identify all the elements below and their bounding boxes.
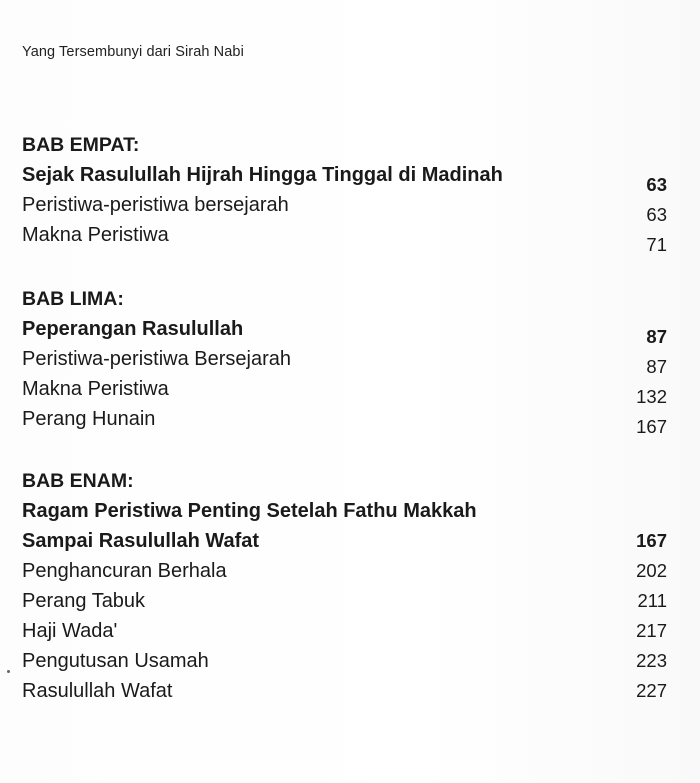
toc-entry[interactable] (22, 404, 667, 437)
page-number: 202 (636, 560, 667, 581)
chapter-label: BAB LIMA: (22, 288, 124, 310)
entry-title: Perang Tabuk (22, 590, 146, 612)
chapter-heading-row[interactable] (22, 526, 667, 556)
chapter-bab-empat (22, 130, 667, 255)
toc-entry[interactable] (22, 646, 667, 676)
running-header: Yang Tersembunyi dari Sirah Nabi (22, 44, 244, 60)
page-number: 71 (646, 234, 667, 255)
page-number: 211 (637, 590, 667, 611)
entry-title: Perang Hunain (22, 408, 156, 430)
print-speck (7, 670, 10, 673)
page-number: 63 (646, 174, 667, 195)
toc-entry[interactable] (22, 220, 667, 255)
page-number: 87 (646, 356, 667, 377)
entry-title: Penghancuran Berhala (22, 560, 227, 582)
page-number: 167 (636, 530, 667, 551)
page-number: 132 (636, 386, 667, 407)
page-number: 63 (646, 204, 667, 225)
chapter-heading: Sejak Rasulullah Hijrah Hingga Tinggal di Madinah (22, 164, 503, 186)
entry-title: Pengutusan Usamah (22, 650, 209, 672)
toc-entry[interactable] (22, 374, 667, 407)
entry-title: Peristiwa-peristiwa Bersejarah (22, 348, 291, 370)
page-number: 217 (636, 620, 667, 641)
toc-entry[interactable] (22, 556, 667, 586)
chapter-label: BAB ENAM: (22, 470, 134, 492)
chapter-bab-lima (22, 284, 667, 437)
chapter-heading: Sampai Rasulullah Wafat (22, 530, 260, 552)
entry-title: Peristiwa-peristiwa bersejarah (22, 194, 289, 216)
toc-entry[interactable] (22, 190, 667, 225)
chapter-heading-line-1[interactable] (22, 496, 667, 526)
toc-entry[interactable] (22, 344, 667, 377)
chapter-label: BAB EMPAT: (22, 134, 140, 156)
page-number: 223 (636, 650, 667, 671)
entry-title: Makna Peristiwa (22, 378, 169, 400)
entry-title: Rasulullah Wafat (22, 680, 173, 702)
toc-entry[interactable] (22, 586, 667, 616)
chapter-heading-row[interactable] (22, 314, 667, 347)
chapter-heading: Ragam Peristiwa Penting Setelah Fathu Makkah (22, 500, 477, 522)
entry-title: Haji Wada' (22, 620, 118, 642)
entry-title: Makna Peristiwa (22, 224, 169, 246)
page-number: 167 (636, 416, 667, 437)
chapter-bab-enam (22, 466, 667, 706)
chapter-heading-row[interactable] (22, 160, 667, 195)
page-number: 227 (636, 680, 667, 701)
chapter-heading: Peperangan Rasulullah (22, 318, 244, 340)
page-number: 87 (646, 326, 667, 347)
toc-entry[interactable] (22, 616, 667, 646)
toc-entry[interactable] (22, 676, 667, 706)
